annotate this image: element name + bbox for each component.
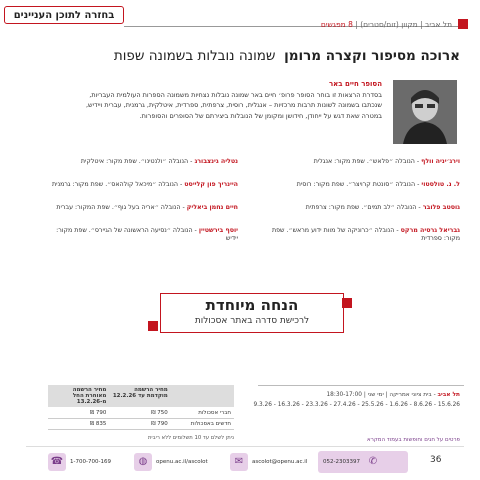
novel-item bbox=[46, 158, 238, 166]
phone-contact[interactable] bbox=[48, 451, 111, 473]
price-table bbox=[48, 385, 234, 430]
novel-text: - הנובלה ״סונטת קרויצר״. שפת מקור: רוסית bbox=[296, 181, 422, 188]
novel-author: נטליה גינצבורג bbox=[194, 158, 238, 165]
novel-author: היינריך פון קלייסט bbox=[184, 181, 238, 188]
title-subtitle: שמונה נובלות בשמונה שפות bbox=[113, 48, 276, 64]
price-early: 750 ₪ bbox=[109, 408, 170, 419]
phone-icon: ☎ bbox=[48, 453, 66, 471]
mail-icon: ✉ bbox=[230, 453, 248, 471]
table-row bbox=[48, 419, 234, 430]
price-row-label: חברי אסכולות bbox=[171, 408, 234, 419]
website-link[interactable] bbox=[134, 451, 208, 473]
installments-note: ניתן לשלם עד 10 תשלומים ללא ריבית bbox=[147, 435, 234, 441]
schedule-details: - בית ציוני אמריקה | ימי שני | 18:30-17:00 bbox=[326, 392, 438, 398]
schedule bbox=[253, 390, 460, 411]
price-header-late: מחיר הרשמה מאוחרת החל מ-13.2.26 bbox=[48, 385, 109, 408]
breadcrumb-sessions: 8 מפגשים bbox=[320, 20, 353, 29]
table-row bbox=[48, 408, 234, 419]
schedule-line-1 bbox=[253, 390, 460, 400]
price-table-header bbox=[48, 385, 234, 408]
schedule-divider bbox=[258, 385, 464, 386]
novel-item bbox=[270, 181, 460, 189]
page-title bbox=[114, 48, 460, 64]
author-portrait bbox=[393, 80, 457, 144]
author-label: הסופר חיים באר bbox=[328, 80, 382, 88]
back-to-toc-button[interactable]: בחזרה לתוכן העניינים bbox=[4, 6, 124, 24]
breadcrumb bbox=[321, 20, 452, 29]
whatsapp-number: 052-2303397 bbox=[323, 459, 360, 465]
novel-text: - הנובלה ״מיכאל קולהאס״. שפת מקור: גרמנית bbox=[52, 181, 185, 188]
novel-item bbox=[270, 227, 460, 243]
novel-text: - הנובלה ״כרוניקה של מוות ידוע מראש״. שפת מקור: ספרדית bbox=[271, 227, 460, 243]
header-accent-square bbox=[458, 19, 468, 29]
price-header-empty bbox=[171, 385, 234, 408]
globe-icon: ◍ bbox=[134, 453, 152, 471]
novel-item bbox=[46, 227, 238, 243]
author-description: בסדרת הרצאות זו בוחר הסופר פרופ׳ חיים באר שמונה נובלות נצחיות משמונה הספרות העולמית העבריות, שנכתבו בשמונה לשונות תרבות מרכזיות – אנגלית, רוסית, צרפתית, ספרדית, איטלקית, גרמנית, עברית ויידיש, במטרה שאת דגש על ייחודן, חידושן ומקומן של הנובלות ביצירתם של הסופרים והסופרות. bbox=[85, 91, 382, 120]
promo-title: הנחה מיוחדת bbox=[205, 296, 299, 314]
whatsapp-icon: ✆ bbox=[364, 453, 382, 471]
schedule-location: תל אביב bbox=[437, 392, 460, 398]
email-address: ascolot@openu.ac.il bbox=[252, 459, 308, 465]
phone-number: 1-700-700-169 bbox=[70, 459, 111, 465]
holidays-note: פרטים על חגים וחופשות בעמוד המקרא bbox=[367, 437, 460, 443]
novel-item bbox=[46, 204, 238, 212]
novel-item bbox=[270, 158, 460, 166]
price-early: 790 ₪ bbox=[109, 419, 170, 430]
novel-text: - הנובלה ״אריה בעל גוף״. שפת המקור: עברית bbox=[56, 204, 187, 211]
novel-author: ל. נ. טולסטוי bbox=[421, 181, 460, 188]
novel-author: גבריאל גרסיה מרקס bbox=[400, 227, 460, 234]
novel-author: יוסף בירשטיין bbox=[198, 227, 238, 234]
price-header-early: מחיר הרשמה מוקדמת עד 12.2.26 bbox=[109, 385, 170, 408]
whatsapp-contact[interactable] bbox=[318, 451, 408, 473]
schedule-dates: 15.6.26 - 8.6.26 - 1.6.26 - 25.5.26 - 27.4.26 - 23.3.26 - 16.3.26 - 9.3.26 bbox=[253, 402, 460, 409]
novel-text: - הנובלה ״פלאש״. שפת מקור: אנגלית bbox=[313, 158, 422, 165]
price-late: 835 ₪ bbox=[48, 419, 109, 430]
novel-text: - הנובלה ״נסיעה הראשונה של הגיירס״. שפת מקור: יידיש bbox=[56, 227, 238, 243]
breadcrumb-main: תל אביב | מקוון (זום/סטרים) | bbox=[352, 20, 452, 29]
website-url: openu.ac.il/ascolot bbox=[156, 459, 208, 465]
page-number: 36 bbox=[430, 455, 442, 465]
novel-text: - הנובלה ״לב תמים״. שפת מקור: צרפתית bbox=[305, 204, 423, 211]
footer-divider bbox=[26, 446, 464, 447]
novel-item bbox=[270, 204, 460, 212]
price-row-label: חדשים באסכולות bbox=[171, 419, 234, 430]
novel-text: - הנובלה ״ולנטינו״. שפת מקור: איטלקית bbox=[80, 158, 195, 165]
email-contact[interactable] bbox=[230, 451, 307, 473]
promo-subtitle: לרכישת סדרה באתר אסכולות bbox=[194, 316, 310, 326]
novel-author: וירג׳יניה וולף bbox=[421, 158, 460, 165]
novel-author: גוסטב פלובר bbox=[422, 204, 460, 211]
novel-item bbox=[46, 181, 238, 189]
price-late: 790 ₪ bbox=[48, 408, 109, 419]
novel-author: חיים נחמן ביאליק bbox=[186, 204, 238, 211]
title-bold: ארוכה מסיפור וקצרה מרומן bbox=[284, 48, 460, 64]
promo-accent-square bbox=[148, 321, 158, 331]
